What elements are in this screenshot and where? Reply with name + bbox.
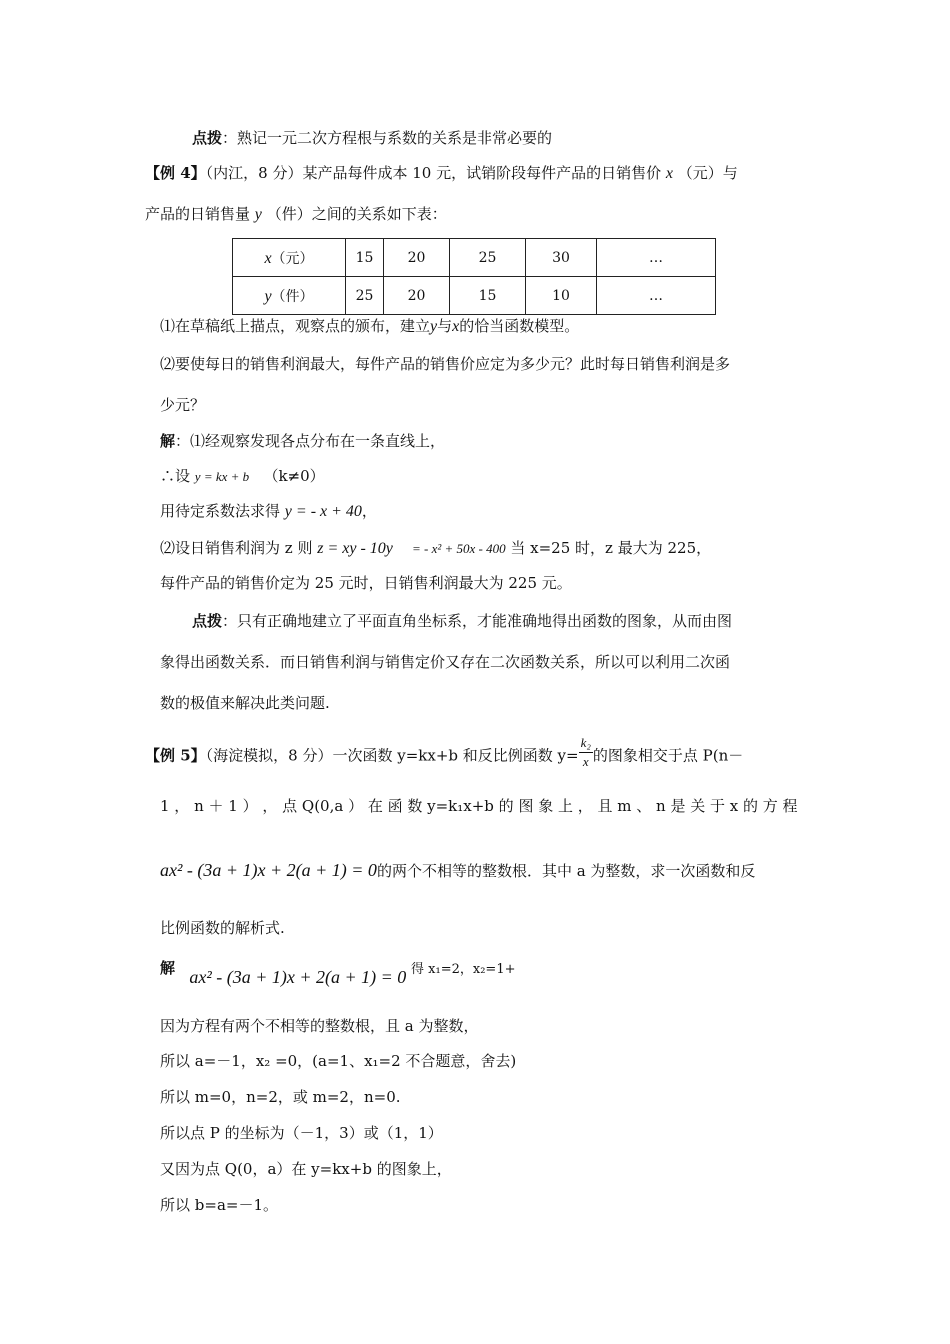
example-intro: （内江，8 分）某产品每件成本 10 元，试销阶段每件产品的日销售价: [205, 164, 662, 182]
example-4-line-2: [145, 204, 447, 225]
text: （k≠0）: [263, 467, 325, 485]
text: ⑴在草稿纸上描点，观察点的颁布，建立: [160, 317, 431, 335]
solution-5-line-1: [160, 957, 516, 987]
example-5-line-4: 比例函数的解析式.: [160, 919, 285, 937]
unit: （元）: [271, 250, 314, 267]
text: 当 x=25 时，z 最大为 225，: [510, 539, 712, 557]
tip-label: 点拨: [192, 612, 223, 630]
example-5-heading: [145, 735, 744, 775]
tip-text: ：熟记一元二次方程根与系数的关系是非常必要的: [222, 129, 553, 147]
fraction-numerator: k₂: [579, 734, 593, 753]
text: ：只有正确地建立了平面直角坐标系，才能准确地得出函数的图象，从而由图: [222, 612, 733, 630]
solution-5-line-3: 所以 a=－1，x₂ =0，(a=1、x₁=2 不合题意，舍去): [160, 1052, 517, 1070]
table-cell: 30: [526, 239, 597, 277]
tip-paragraph-2-line-3: 数的极值来解决此类问题.: [160, 694, 330, 712]
solution-4-line-5: 每件产品的销售价定为 25 元时，日销售利润最大为 225 元。: [160, 574, 572, 592]
table-cell: …: [597, 239, 716, 277]
text: （件）之间的关系如下表：: [266, 205, 447, 223]
solution-label: 解: [160, 432, 176, 450]
tip-paragraph-1: [192, 128, 552, 148]
text: 的图象相交于点 P(n－: [592, 746, 744, 765]
solution-4-line-2: [160, 466, 325, 487]
example-tag: 【例 4】: [145, 164, 206, 182]
text: ：⑴经观察发现各点分布在一条直线上，: [175, 432, 446, 450]
solution-label: 解: [160, 959, 176, 977]
row-header: [233, 277, 346, 315]
solution-4-line-1: [160, 431, 445, 451]
text: 与: [437, 317, 453, 335]
example-intro-end: （元）与: [677, 164, 738, 182]
table-cell: 10: [526, 277, 597, 315]
var-y: y: [430, 318, 438, 335]
formula: y = - x + 40: [284, 503, 362, 520]
solution-4-line-4: [160, 538, 711, 559]
example-5-line-3: [160, 860, 755, 881]
var-x: x: [452, 318, 460, 335]
example-4-heading: [145, 163, 738, 184]
table-cell: 20: [384, 239, 450, 277]
solution-5-line-4: 所以 m=0，n=2，或 m=2，n=0.: [160, 1088, 401, 1106]
solution-5-line-2: 因为方程有两个不相等的整数根，且 a 为整数，: [160, 1017, 479, 1035]
table-row: [233, 239, 716, 277]
var-y: y: [264, 287, 272, 305]
text: 的两个不相等的整数根．其中 a 为整数，求一次函数和反: [376, 862, 756, 880]
fraction: [579, 734, 593, 771]
question-2: ⑵要使每日的销售利润最大，每件产品的销售价应定为多少元？此时每日销售利润是多: [160, 355, 731, 373]
var-x: x: [665, 165, 674, 182]
table-row: [233, 277, 716, 315]
formula: y = kx + b: [194, 469, 250, 484]
solution-5-line-6: 又因为点 Q(0，a）在 y=kx+b 的图象上，: [160, 1160, 452, 1178]
text: ∴设: [160, 467, 191, 485]
tip-paragraph-2: [192, 611, 732, 631]
question-2-cont: 少元？: [160, 396, 206, 414]
text: 得 x₁=2，x₂=1+: [411, 962, 516, 977]
equation: ax² - (3a + 1)x + 2(a + 1) = 0: [189, 967, 407, 987]
example-tag: 【例 5】: [145, 746, 206, 765]
table-cell: 20: [384, 277, 450, 315]
table-cell: 25: [346, 277, 384, 315]
tip-paragraph-2-line-2: 象得出函数关系．而日销售利润与销售定价又存在二次函数关系，所以可以利用二次函: [160, 653, 731, 671]
tip-label: 点拨: [192, 129, 223, 147]
text: 用待定系数法求得: [160, 502, 281, 520]
text: （海淀模拟，8 分）一次函数 y=kx+b 和反比例函数 y=: [205, 746, 579, 765]
example-5-line-2: 1 ， n ＋ 1 ） ， 点 Q(0,a ） 在 函 数 y=k₁x+b 的 图 象 上 ， 且 m 、 n 是 关 于 x 的 方 程: [160, 797, 798, 815]
solution-4-line-3: [160, 501, 377, 522]
unit: （件）: [271, 288, 314, 305]
text: 产品的日销售量: [145, 205, 251, 223]
equation: ax² - (3a + 1)x + 2(a + 1) = 0: [160, 860, 377, 880]
text: ，: [361, 502, 377, 520]
text: 的恰当函数模型。: [459, 317, 580, 335]
question-1: [160, 316, 579, 337]
table-cell: 15: [450, 277, 526, 315]
formula: z = xy - 10y: [317, 540, 393, 557]
solution-5-line-7: 所以 b=a=－1。: [160, 1196, 278, 1214]
var-y: y: [254, 206, 262, 223]
text: ⑵设日销售利润为 z 则: [160, 539, 313, 557]
solution-5-line-5: 所以点 P 的坐标为（－1，3）或（1，1）: [160, 1124, 443, 1142]
table-cell: 15: [346, 239, 384, 277]
fraction-denominator: x: [582, 754, 589, 769]
formula: = - x² + 50x - 400: [411, 541, 506, 556]
table-cell: 25: [450, 239, 526, 277]
table-cell: …: [597, 277, 716, 315]
row-header: [233, 239, 346, 277]
price-sales-table: [232, 238, 716, 315]
var-x: x: [264, 249, 272, 267]
